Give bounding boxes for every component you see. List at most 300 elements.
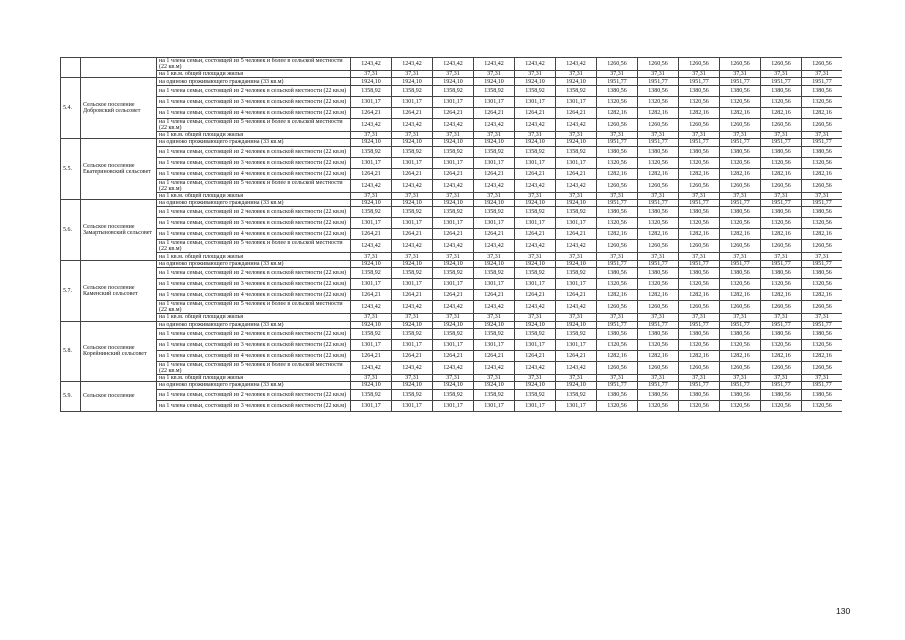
value-cell: 1301,17 bbox=[351, 400, 392, 411]
value-cell: 1260,56 bbox=[761, 118, 802, 131]
value-cell: 1243,42 bbox=[433, 58, 474, 71]
table-row bbox=[61, 192, 843, 199]
value-cell: 1358,92 bbox=[433, 207, 474, 218]
value-cell: 1243,42 bbox=[515, 240, 556, 253]
value-cell: 37,31 bbox=[392, 131, 433, 138]
value-cell: 1924,10 bbox=[351, 321, 392, 328]
value-cell: 1380,56 bbox=[638, 85, 679, 96]
value-cell: 37,31 bbox=[597, 131, 638, 138]
value-cell: 1924,10 bbox=[351, 78, 392, 85]
value-cell: 1243,42 bbox=[351, 361, 392, 374]
value-cell: 37,31 bbox=[392, 71, 433, 78]
value-cell: 1924,10 bbox=[556, 78, 597, 85]
value-cell: 37,31 bbox=[802, 253, 843, 260]
value-cell: 37,31 bbox=[474, 253, 515, 260]
value-cell: 1243,42 bbox=[392, 361, 433, 374]
value-cell: 1301,17 bbox=[433, 218, 474, 229]
table-row bbox=[61, 107, 843, 118]
row-description: на 1 члена семьи, состоящей из 2 человек в сельской местности (22 кв.м) bbox=[157, 207, 351, 218]
value-cell: 1264,21 bbox=[556, 290, 597, 301]
section-number: 5.9. bbox=[61, 382, 81, 411]
value-cell: 1380,56 bbox=[679, 146, 720, 157]
value-cell: 1924,10 bbox=[392, 199, 433, 206]
value-cell: 1924,10 bbox=[392, 78, 433, 85]
value-cell: 1320,56 bbox=[720, 339, 761, 350]
table-row bbox=[61, 146, 843, 157]
value-cell: 1282,16 bbox=[679, 350, 720, 361]
value-cell: 1301,17 bbox=[433, 400, 474, 411]
value-cell: 1924,10 bbox=[556, 139, 597, 146]
value-cell: 1301,17 bbox=[351, 218, 392, 229]
value-cell: 1301,17 bbox=[351, 157, 392, 168]
value-cell: 1924,10 bbox=[433, 139, 474, 146]
value-cell: 1320,56 bbox=[597, 400, 638, 411]
row-description: на 1 члена семьи, состоящей из 4 человек в сельской местности (22 кв.м) bbox=[157, 229, 351, 240]
row-description: на одиноко проживающего гражданина (33 кв.м) bbox=[157, 260, 351, 267]
value-cell: 1282,16 bbox=[638, 107, 679, 118]
value-cell: 1260,56 bbox=[597, 301, 638, 314]
value-cell: 37,31 bbox=[761, 314, 802, 321]
value-cell: 1358,92 bbox=[556, 389, 597, 400]
value-cell: 1243,42 bbox=[556, 301, 597, 314]
value-cell: 1924,10 bbox=[474, 382, 515, 389]
value-cell: 1260,56 bbox=[720, 179, 761, 192]
value-cell: 1358,92 bbox=[433, 146, 474, 157]
value-cell: 1264,21 bbox=[515, 229, 556, 240]
value-cell: 1301,17 bbox=[392, 339, 433, 350]
value-cell: 1260,56 bbox=[597, 58, 638, 71]
value-cell: 1264,21 bbox=[433, 229, 474, 240]
value-cell: 1320,56 bbox=[638, 218, 679, 229]
value-cell: 1243,42 bbox=[351, 240, 392, 253]
value-cell: 37,31 bbox=[720, 314, 761, 321]
value-cell: 37,31 bbox=[679, 192, 720, 199]
value-cell: 37,31 bbox=[638, 253, 679, 260]
value-cell: 1301,17 bbox=[474, 400, 515, 411]
value-cell: 1951,77 bbox=[720, 382, 761, 389]
value-cell: 1320,56 bbox=[802, 279, 843, 290]
table-row bbox=[61, 78, 843, 85]
value-cell: 1951,77 bbox=[802, 139, 843, 146]
value-cell: 1301,17 bbox=[392, 218, 433, 229]
table-row bbox=[61, 157, 843, 168]
value-cell: 1264,21 bbox=[474, 168, 515, 179]
table-row bbox=[61, 260, 843, 267]
value-cell: 1260,56 bbox=[720, 361, 761, 374]
row-description: на одиноко проживающего гражданина (33 кв.м) bbox=[157, 382, 351, 389]
value-cell: 1260,56 bbox=[638, 118, 679, 131]
value-cell: 1282,16 bbox=[802, 229, 843, 240]
value-cell: 1380,56 bbox=[679, 85, 720, 96]
value-cell: 1260,56 bbox=[720, 240, 761, 253]
value-cell: 1243,42 bbox=[515, 179, 556, 192]
table-body bbox=[61, 58, 843, 412]
value-cell: 1924,10 bbox=[556, 199, 597, 206]
table-row bbox=[61, 207, 843, 218]
value-cell: 1264,21 bbox=[556, 107, 597, 118]
value-cell: 1924,10 bbox=[392, 260, 433, 267]
value-cell: 1924,10 bbox=[392, 321, 433, 328]
value-cell: 1358,92 bbox=[515, 389, 556, 400]
table-row bbox=[61, 339, 843, 350]
value-cell: 1282,16 bbox=[802, 168, 843, 179]
value-cell: 1320,56 bbox=[597, 157, 638, 168]
value-cell: 1260,56 bbox=[679, 361, 720, 374]
value-cell: 1380,56 bbox=[638, 207, 679, 218]
value-cell: 1358,92 bbox=[351, 328, 392, 339]
value-cell: 1924,10 bbox=[515, 199, 556, 206]
value-cell: 1358,92 bbox=[392, 207, 433, 218]
value-cell: 1951,77 bbox=[679, 139, 720, 146]
value-cell: 1282,16 bbox=[761, 107, 802, 118]
value-cell: 1282,16 bbox=[802, 290, 843, 301]
value-cell: 1320,56 bbox=[679, 96, 720, 107]
value-cell: 1358,92 bbox=[515, 328, 556, 339]
value-cell: 1358,92 bbox=[474, 268, 515, 279]
value-cell: 1924,10 bbox=[392, 139, 433, 146]
value-cell: 1951,77 bbox=[761, 199, 802, 206]
value-cell: 1358,92 bbox=[556, 207, 597, 218]
value-cell: 1264,21 bbox=[392, 229, 433, 240]
value-cell: 1951,77 bbox=[802, 260, 843, 267]
value-cell: 1301,17 bbox=[556, 339, 597, 350]
value-cell: 1358,92 bbox=[474, 328, 515, 339]
value-cell: 1260,56 bbox=[761, 301, 802, 314]
value-cell: 1380,56 bbox=[597, 146, 638, 157]
value-cell: 1951,77 bbox=[761, 78, 802, 85]
value-cell: 1358,92 bbox=[351, 268, 392, 279]
value-cell: 37,31 bbox=[474, 131, 515, 138]
value-cell: 1358,92 bbox=[351, 146, 392, 157]
value-cell: 1380,56 bbox=[761, 328, 802, 339]
value-cell: 1301,17 bbox=[474, 96, 515, 107]
value-cell: 37,31 bbox=[433, 374, 474, 381]
value-cell: 1924,10 bbox=[515, 321, 556, 328]
value-cell: 1320,56 bbox=[802, 400, 843, 411]
value-cell: 1320,56 bbox=[720, 279, 761, 290]
value-cell: 1320,56 bbox=[802, 218, 843, 229]
value-cell: 1282,16 bbox=[720, 229, 761, 240]
value-cell: 1924,10 bbox=[515, 260, 556, 267]
value-cell: 1320,56 bbox=[597, 96, 638, 107]
section-number: 5.8. bbox=[61, 321, 81, 382]
value-cell: 37,31 bbox=[638, 131, 679, 138]
row-description: на 1 члена семьи, состоящей из 2 человек в сельской местности (22 кв.м) bbox=[157, 389, 351, 400]
table-row bbox=[61, 279, 843, 290]
value-cell: 1358,92 bbox=[433, 268, 474, 279]
value-cell: 1380,56 bbox=[761, 389, 802, 400]
row-description: на одиноко проживающего гражданина (33 кв.м) bbox=[157, 321, 351, 328]
table-row bbox=[61, 321, 843, 328]
value-cell: 1282,16 bbox=[638, 290, 679, 301]
value-cell: 37,31 bbox=[515, 374, 556, 381]
value-cell: 37,31 bbox=[597, 71, 638, 78]
value-cell: 1264,21 bbox=[474, 350, 515, 361]
value-cell: 1301,17 bbox=[556, 157, 597, 168]
value-cell: 37,31 bbox=[556, 131, 597, 138]
row-description: на 1 члена семьи, состоящей из 4 человек в сельской местности (22 кв.м) bbox=[157, 350, 351, 361]
value-cell: 1301,17 bbox=[392, 400, 433, 411]
value-cell: 1301,17 bbox=[392, 279, 433, 290]
settlement-name: Сельское поселение Замартыновский сельсовет bbox=[81, 199, 157, 260]
row-description: на 1 члена семьи, состоящей из 4 человек в сельской местности (22 кв.м) bbox=[157, 168, 351, 179]
value-cell: 1951,77 bbox=[720, 78, 761, 85]
row-description: на 1 кв.м. общей площади жилья bbox=[157, 192, 351, 199]
value-cell: 1924,10 bbox=[515, 139, 556, 146]
value-cell: 1380,56 bbox=[597, 207, 638, 218]
value-cell: 1380,56 bbox=[761, 268, 802, 279]
value-cell: 1320,56 bbox=[761, 157, 802, 168]
value-cell: 1282,16 bbox=[761, 229, 802, 240]
value-cell: 1951,77 bbox=[720, 199, 761, 206]
table-row bbox=[61, 301, 843, 314]
value-cell: 37,31 bbox=[638, 314, 679, 321]
row-description: на 1 члена семьи, состоящей из 5 человек и более в сельской местности (22 кв.м) bbox=[157, 361, 351, 374]
value-cell: 1380,56 bbox=[802, 85, 843, 96]
value-cell: 1260,56 bbox=[761, 58, 802, 71]
value-cell: 37,31 bbox=[392, 374, 433, 381]
value-cell: 1951,77 bbox=[597, 199, 638, 206]
value-cell: 1924,10 bbox=[515, 78, 556, 85]
value-cell: 1243,42 bbox=[433, 361, 474, 374]
value-cell: 37,31 bbox=[638, 71, 679, 78]
value-cell: 1282,16 bbox=[761, 168, 802, 179]
value-cell: 1282,16 bbox=[638, 168, 679, 179]
row-description: на 1 члена семьи, состоящей из 5 человек и более в сельской местности (22 кв.м) bbox=[157, 118, 351, 131]
value-cell: 1951,77 bbox=[761, 382, 802, 389]
value-cell: 1282,16 bbox=[720, 350, 761, 361]
value-cell: 1282,16 bbox=[638, 229, 679, 240]
value-cell: 37,31 bbox=[761, 253, 802, 260]
value-cell: 1951,77 bbox=[679, 260, 720, 267]
value-cell: 1358,92 bbox=[351, 389, 392, 400]
value-cell: 37,31 bbox=[392, 314, 433, 321]
value-cell: 1301,17 bbox=[474, 279, 515, 290]
value-cell: 1282,16 bbox=[802, 350, 843, 361]
value-cell: 1320,56 bbox=[720, 157, 761, 168]
value-cell: 37,31 bbox=[679, 374, 720, 381]
table-row bbox=[61, 229, 843, 240]
value-cell: 37,31 bbox=[720, 192, 761, 199]
row-description: на 1 кв.м. общей площади жилья bbox=[157, 374, 351, 381]
value-cell: 1301,17 bbox=[515, 279, 556, 290]
value-cell: 1380,56 bbox=[802, 268, 843, 279]
value-cell: 1301,17 bbox=[351, 279, 392, 290]
value-cell: 1301,17 bbox=[433, 339, 474, 350]
value-cell: 1301,17 bbox=[515, 96, 556, 107]
table-row bbox=[61, 268, 843, 279]
value-cell: 1951,77 bbox=[802, 199, 843, 206]
value-cell: 1380,56 bbox=[720, 328, 761, 339]
value-cell: 1243,42 bbox=[392, 58, 433, 71]
value-cell: 37,31 bbox=[515, 253, 556, 260]
value-cell: 37,31 bbox=[474, 314, 515, 321]
value-cell: 1951,77 bbox=[597, 78, 638, 85]
value-cell: 37,31 bbox=[802, 374, 843, 381]
value-cell: 1358,92 bbox=[515, 85, 556, 96]
value-cell: 1243,42 bbox=[515, 118, 556, 131]
table-row bbox=[61, 199, 843, 206]
value-cell: 1301,17 bbox=[433, 96, 474, 107]
value-cell: 1951,77 bbox=[638, 382, 679, 389]
value-cell: 1380,56 bbox=[720, 207, 761, 218]
value-cell: 1358,92 bbox=[556, 268, 597, 279]
value-cell: 37,31 bbox=[556, 192, 597, 199]
value-cell: 37,31 bbox=[515, 314, 556, 321]
value-cell: 37,31 bbox=[802, 314, 843, 321]
value-cell: 1320,56 bbox=[679, 218, 720, 229]
value-cell: 37,31 bbox=[802, 131, 843, 138]
value-cell: 1951,77 bbox=[638, 199, 679, 206]
value-cell: 37,31 bbox=[433, 192, 474, 199]
value-cell: 1380,56 bbox=[597, 268, 638, 279]
value-cell: 1358,92 bbox=[474, 389, 515, 400]
value-cell: 37,31 bbox=[433, 131, 474, 138]
table-row bbox=[61, 118, 843, 131]
value-cell: 1358,92 bbox=[433, 85, 474, 96]
value-cell: 1243,42 bbox=[515, 301, 556, 314]
value-cell: 1243,42 bbox=[392, 179, 433, 192]
value-cell: 1282,16 bbox=[802, 107, 843, 118]
value-cell: 1260,56 bbox=[638, 179, 679, 192]
row-description: на 1 члена семьи, состоящей из 3 человек в сельской местности (22 кв.м) bbox=[157, 339, 351, 350]
value-cell: 1301,17 bbox=[515, 400, 556, 411]
value-cell: 1260,56 bbox=[720, 58, 761, 71]
value-cell: 1264,21 bbox=[392, 350, 433, 361]
settlement-name bbox=[81, 58, 157, 78]
value-cell: 37,31 bbox=[474, 374, 515, 381]
value-cell: 1358,92 bbox=[433, 328, 474, 339]
value-cell: 1243,42 bbox=[556, 118, 597, 131]
value-cell: 37,31 bbox=[597, 253, 638, 260]
value-cell: 1951,77 bbox=[638, 139, 679, 146]
value-cell: 1951,77 bbox=[802, 78, 843, 85]
value-cell: 1380,56 bbox=[638, 268, 679, 279]
value-cell: 1924,10 bbox=[433, 199, 474, 206]
value-cell: 37,31 bbox=[802, 71, 843, 78]
value-cell: 1243,42 bbox=[474, 118, 515, 131]
value-cell: 1282,16 bbox=[761, 350, 802, 361]
value-cell: 1264,21 bbox=[515, 350, 556, 361]
value-cell: 1924,10 bbox=[556, 321, 597, 328]
settlement-name: Сельское поселение Корейнинский сельсовет bbox=[81, 321, 157, 382]
section-number: 5.5. bbox=[61, 139, 81, 200]
value-cell: 1264,21 bbox=[433, 350, 474, 361]
value-cell: 1264,21 bbox=[433, 107, 474, 118]
value-cell: 1243,42 bbox=[556, 361, 597, 374]
value-cell: 1380,56 bbox=[597, 389, 638, 400]
value-cell: 1380,56 bbox=[597, 328, 638, 339]
table-row bbox=[61, 400, 843, 411]
value-cell: 1951,77 bbox=[761, 139, 802, 146]
value-cell: 1301,17 bbox=[433, 279, 474, 290]
value-cell: 1320,56 bbox=[597, 218, 638, 229]
value-cell: 1924,10 bbox=[433, 78, 474, 85]
value-cell: 1260,56 bbox=[761, 179, 802, 192]
page-number: 130 bbox=[836, 606, 851, 616]
value-cell: 1260,56 bbox=[720, 301, 761, 314]
value-cell: 1358,92 bbox=[474, 85, 515, 96]
value-cell: 37,31 bbox=[761, 131, 802, 138]
value-cell: 1320,56 bbox=[720, 400, 761, 411]
value-cell: 1260,56 bbox=[638, 361, 679, 374]
value-cell: 1260,56 bbox=[802, 118, 843, 131]
value-cell: 1243,42 bbox=[433, 301, 474, 314]
value-cell: 37,31 bbox=[556, 314, 597, 321]
row-description: на 1 члена семьи, состоящей из 2 человек в сельской местности (22 кв.м) bbox=[157, 85, 351, 96]
value-cell: 1260,56 bbox=[638, 58, 679, 71]
value-cell: 1924,10 bbox=[433, 321, 474, 328]
row-description: на 1 кв.м. общей площади жилья bbox=[157, 131, 351, 138]
value-cell: 1264,21 bbox=[351, 168, 392, 179]
value-cell: 37,31 bbox=[720, 253, 761, 260]
table-row bbox=[61, 218, 843, 229]
value-cell: 37,31 bbox=[720, 374, 761, 381]
value-cell: 1320,56 bbox=[638, 279, 679, 290]
value-cell: 1951,77 bbox=[761, 260, 802, 267]
value-cell: 37,31 bbox=[433, 314, 474, 321]
value-cell: 1260,56 bbox=[679, 179, 720, 192]
tariff-table bbox=[60, 57, 842, 412]
value-cell: 1924,10 bbox=[474, 78, 515, 85]
value-cell: 1243,42 bbox=[474, 361, 515, 374]
value-cell: 1260,56 bbox=[802, 301, 843, 314]
value-cell: 1924,10 bbox=[474, 199, 515, 206]
value-cell: 1358,92 bbox=[392, 268, 433, 279]
value-cell: 1301,17 bbox=[433, 157, 474, 168]
value-cell: 1320,56 bbox=[802, 339, 843, 350]
value-cell: 1282,16 bbox=[679, 107, 720, 118]
table-row bbox=[61, 253, 843, 260]
value-cell: 1282,16 bbox=[597, 107, 638, 118]
value-cell: 1243,42 bbox=[351, 58, 392, 71]
value-cell: 37,31 bbox=[392, 253, 433, 260]
row-description: на 1 члена семьи, состоящей из 3 человек в сельской местности (22 кв.м) bbox=[157, 157, 351, 168]
value-cell: 1924,10 bbox=[351, 199, 392, 206]
value-cell: 1924,10 bbox=[351, 139, 392, 146]
value-cell: 1264,21 bbox=[433, 168, 474, 179]
value-cell: 1358,92 bbox=[515, 146, 556, 157]
value-cell: 37,31 bbox=[761, 71, 802, 78]
value-cell: 1264,21 bbox=[433, 290, 474, 301]
value-cell: 1380,56 bbox=[802, 328, 843, 339]
table-row bbox=[61, 314, 843, 321]
value-cell: 1320,56 bbox=[761, 279, 802, 290]
table-row bbox=[61, 179, 843, 192]
value-cell: 1358,92 bbox=[351, 207, 392, 218]
value-cell: 37,31 bbox=[720, 131, 761, 138]
value-cell: 1282,16 bbox=[597, 350, 638, 361]
value-cell: 37,31 bbox=[638, 192, 679, 199]
row-description: на 1 члена семьи, состоящей из 3 человек в сельской местности (22 кв.м) bbox=[157, 218, 351, 229]
settlement-name: Сельское поселение Каменский сельсовет bbox=[81, 260, 157, 321]
value-cell: 37,31 bbox=[433, 71, 474, 78]
table-row bbox=[61, 389, 843, 400]
value-cell: 1260,56 bbox=[679, 301, 720, 314]
value-cell: 1260,56 bbox=[597, 361, 638, 374]
value-cell: 1380,56 bbox=[597, 85, 638, 96]
value-cell: 1951,77 bbox=[679, 321, 720, 328]
value-cell: 1320,56 bbox=[761, 339, 802, 350]
row-description: на 1 кв.м. общей площади жилья bbox=[157, 314, 351, 321]
row-description: на 1 члена семьи, состоящей из 3 человек в сельской местности (22 кв.м) bbox=[157, 400, 351, 411]
table-row bbox=[61, 85, 843, 96]
value-cell: 1301,17 bbox=[515, 157, 556, 168]
value-cell: 1301,17 bbox=[556, 218, 597, 229]
value-cell: 37,31 bbox=[556, 374, 597, 381]
value-cell: 1380,56 bbox=[720, 389, 761, 400]
value-cell: 37,31 bbox=[679, 253, 720, 260]
